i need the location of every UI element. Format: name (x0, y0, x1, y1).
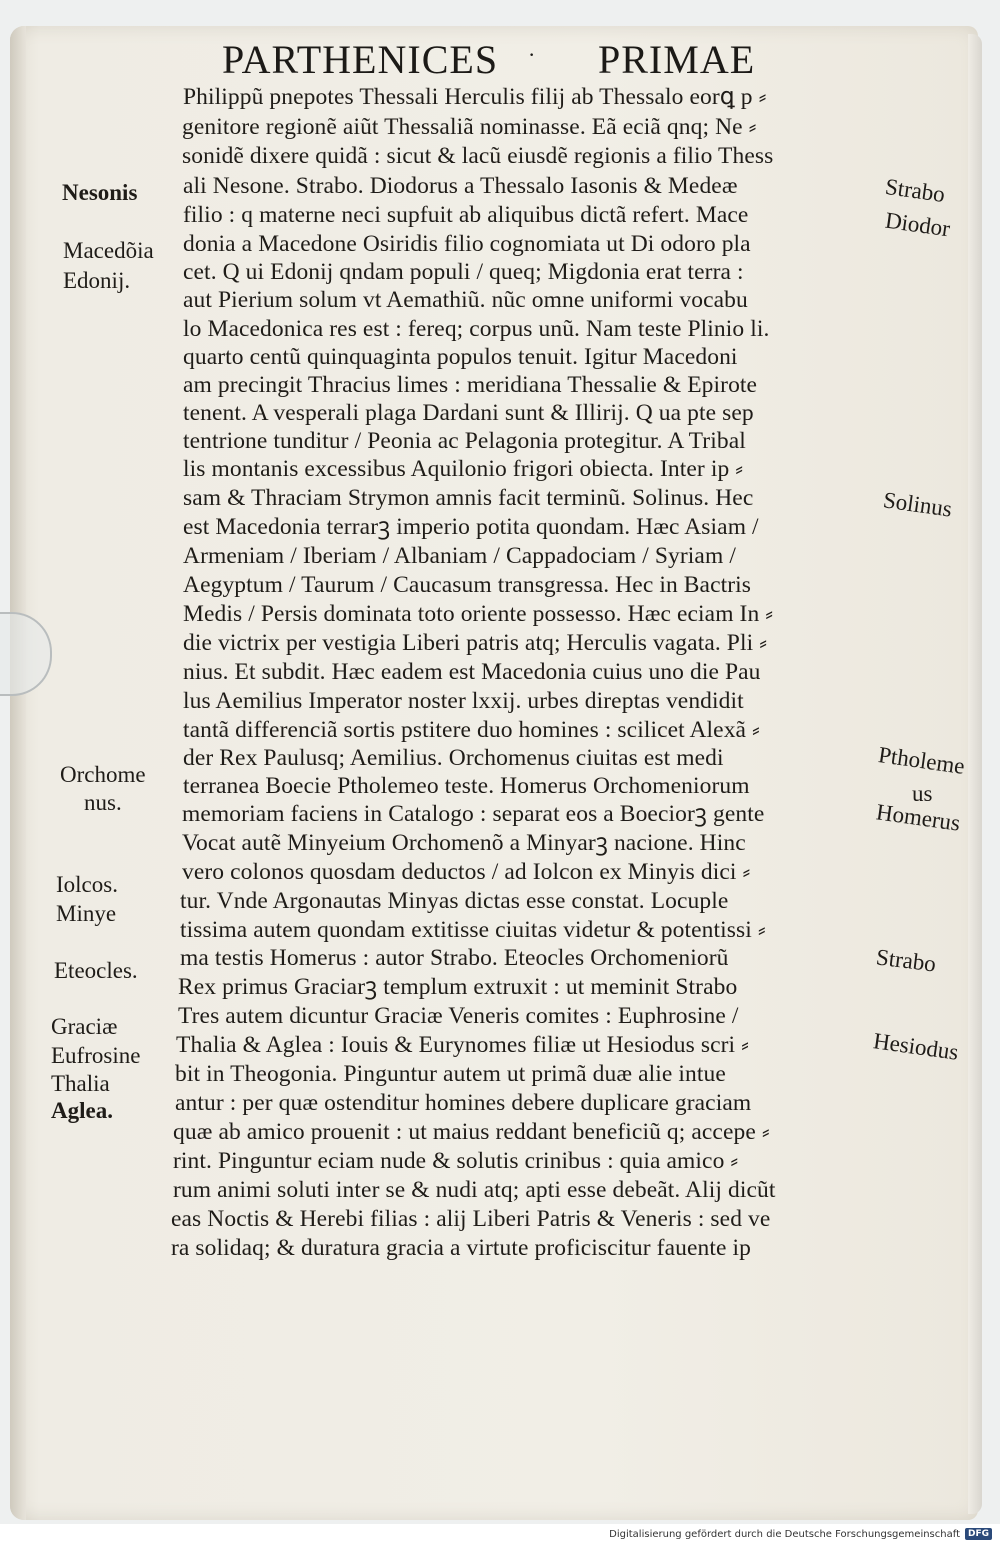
body-line: donia a Macedone Osiridis filio cognomiata ut Di odoro pla (183, 231, 751, 257)
body-line: filio : q materne neci supfuit ab aliquibus dictã refert. Mace (183, 202, 749, 228)
body-line: am precingit Thracius limes : meridiana Thessalie & Epirote (183, 372, 758, 398)
body-line: aut Pierium solum vt Aemathiũ. nũc omne uniformi vocabu (183, 287, 748, 313)
body-line: tantã differenciã sortis pstitere duo homines : scilicet Alexã ⸗ (183, 717, 760, 743)
margin-note-left: Aglea. (51, 1098, 113, 1123)
body-line: cet. Q ui Edonij qndam populi / queq; Migdonia erat terra : (183, 259, 744, 285)
margin-note-left: Thalia (51, 1071, 110, 1096)
header-left: PARTHENICES (222, 37, 499, 82)
body-line: vero colonos quosdam deductos / ad Iolcon ex Minyis dici ⸗ (182, 859, 751, 885)
body-line: Armeniam / Iberiam / Albaniam / Cappadociam / Syriam / (183, 543, 736, 569)
body-line: sonidẽ dixere quidã : sicut & lacũ eiusdẽ regionis a filio Thess (182, 143, 774, 169)
margin-note-left: Iolcos. (56, 872, 118, 897)
margin-note-left: Orchome (60, 762, 146, 787)
margin-note-left: nus. (84, 790, 122, 815)
running-header (0, 36, 1000, 88)
body-line: terranea Boecie Ptholemeo teste. Homerus Orchomeniorum (183, 773, 750, 799)
body-line: Philippũ pnepotes Thessali Herculis filij ab Thessalo eorꝗ p ⸗ (183, 84, 767, 110)
margin-note-right: us (912, 781, 933, 806)
margin-note-left: Eteocles. (54, 958, 138, 983)
body-line: lo Macedonica res est : fereq; corpus unũ. Nam teste Plinio li. (183, 316, 770, 342)
body-line: ma testis Homerus : autor Strabo. Eteocles Orchomeniorũ (180, 945, 729, 971)
dfg-logo-icon: DFG (965, 1528, 992, 1540)
body-line: memoriam faciens in Catalogo : separat eos a Boeciorꝫ gente (182, 801, 765, 827)
body-line: Thalia & Aglea : Iouis & Eurynomes filiæ ut Hesiodus scri ⸗ (176, 1032, 750, 1058)
header-dot: · (528, 42, 537, 67)
margin-note-left: Graciæ (51, 1014, 118, 1039)
body-line: tissima autem quondam extitisse ciuitas videtur & potentissi ⸗ (180, 917, 766, 943)
page-edge-left (10, 26, 26, 1520)
body-line: rint. Pinguntur eciam nude & solutis crinibus : quia amico ⸗ (173, 1148, 739, 1174)
body-line: der Rex Paulusq; Aemilius. Orchomenus ciuitas est medi (183, 745, 724, 771)
body-line: Vocat autẽ Minyeium Orchomenõ a Minyarꝫ nacione. Hinc (182, 830, 746, 856)
footer-bar (0, 1524, 1000, 1548)
margin-note-right: Solinus (881, 487, 954, 522)
margin-note-left: Nesonis (62, 180, 138, 205)
margin-note-left: Edonij. (63, 268, 131, 293)
digitization-credit: Digitalisierung gefördert durch die Deutsche Forschungsgemeinschaft (609, 1529, 960, 1540)
margin-note-left: Eufrosine (51, 1043, 141, 1068)
margin-note-right: Homerus (874, 799, 962, 836)
body-line: quæ ab amico prouenit : ut maius reddant beneficiũ q; accepe ⸗ (173, 1119, 770, 1145)
body-line: lus Aemilius Imperator noster lxxij. urbes direptas vendidit (183, 688, 744, 714)
body-line: genitore regionẽ aiũt Thessaliã nominasse. Eã eciã qnq; Ne ⸗ (182, 114, 757, 140)
body-line: quarto centũ quinquaginta populos tenuit. Igitur Macedoni (183, 344, 738, 370)
body-line: die victrix per vestigia Liberi patris atq; Herculis vagata. Pli ⸗ (183, 630, 768, 656)
body-line: rum animi soluti inter se & nudi atq; apti esse debeãt. Alij dicũt (173, 1177, 776, 1203)
body-line: Medis / Persis dominata toto oriente possesso. Hæc eciam In ⸗ (183, 601, 774, 627)
body-line: bit in Theogonia. Pinguntur autem ut primã duæ alie intue (175, 1061, 726, 1087)
header-right: PRIMAE (598, 37, 756, 82)
margin-note-right: Ptholeme (876, 742, 967, 779)
body-line: lis montanis excessibus Aquilonio frigori obiecta. Inter ip ⸗ (183, 456, 744, 482)
margin-note-left: Macedõia (63, 238, 154, 263)
body-line: tenent. A vesperali plaga Dardani sunt & Illirij. Q ua pte sep (183, 400, 754, 426)
page-edge-right (968, 34, 982, 1514)
body-line: tentrione tunditur / Peonia ac Pelagonia protegitur. A Tribal (183, 428, 746, 454)
body-line: Aegyptum / Taurum / Caucasum transgressa. Hec in Bactris (183, 572, 752, 598)
margin-note-right: Strabo (874, 944, 938, 977)
body-line: ali Nesone. Strabo. Diodorus a Thessalo Iasonis & Medeæ (183, 173, 738, 199)
body-line: Tres autem dicuntur Graciæ Veneris comites : Euphrosine / (178, 1003, 739, 1029)
body-line: tur. Vnde Argonautas Minyas dictas esse constat. Locuple (180, 888, 729, 914)
margin-note-left: Minye (56, 901, 117, 926)
body-line: ra solidaq; & duratura gracia a virtute proficiscitur fauente ip (171, 1235, 751, 1261)
body-line: est Macedonia terrarꝫ imperio potita quondam. Hæc Asiam / (183, 514, 759, 540)
body-line: Rex primus Graciarꝫ templum extruxit : ut meminit Strabo (178, 974, 738, 1000)
margin-note-right: Diodor (883, 207, 952, 242)
margin-note-right: Hesiodus (871, 1028, 961, 1065)
margin-note-right: Strabo (883, 173, 947, 208)
body-line: sam & Thraciam Strymon amnis facit terminũ. Solinus. Hec (183, 485, 754, 511)
body-line: eas Noctis & Herebi filias : alij Liberi Patris & Veneris : sed ve (171, 1206, 771, 1232)
body-line: nius. Et subdit. Hæc eadem est Macedonia cuius uno die Pau (183, 659, 761, 685)
body-line: antur : per quæ ostenditur homines debere duplicare graciam (175, 1090, 752, 1116)
